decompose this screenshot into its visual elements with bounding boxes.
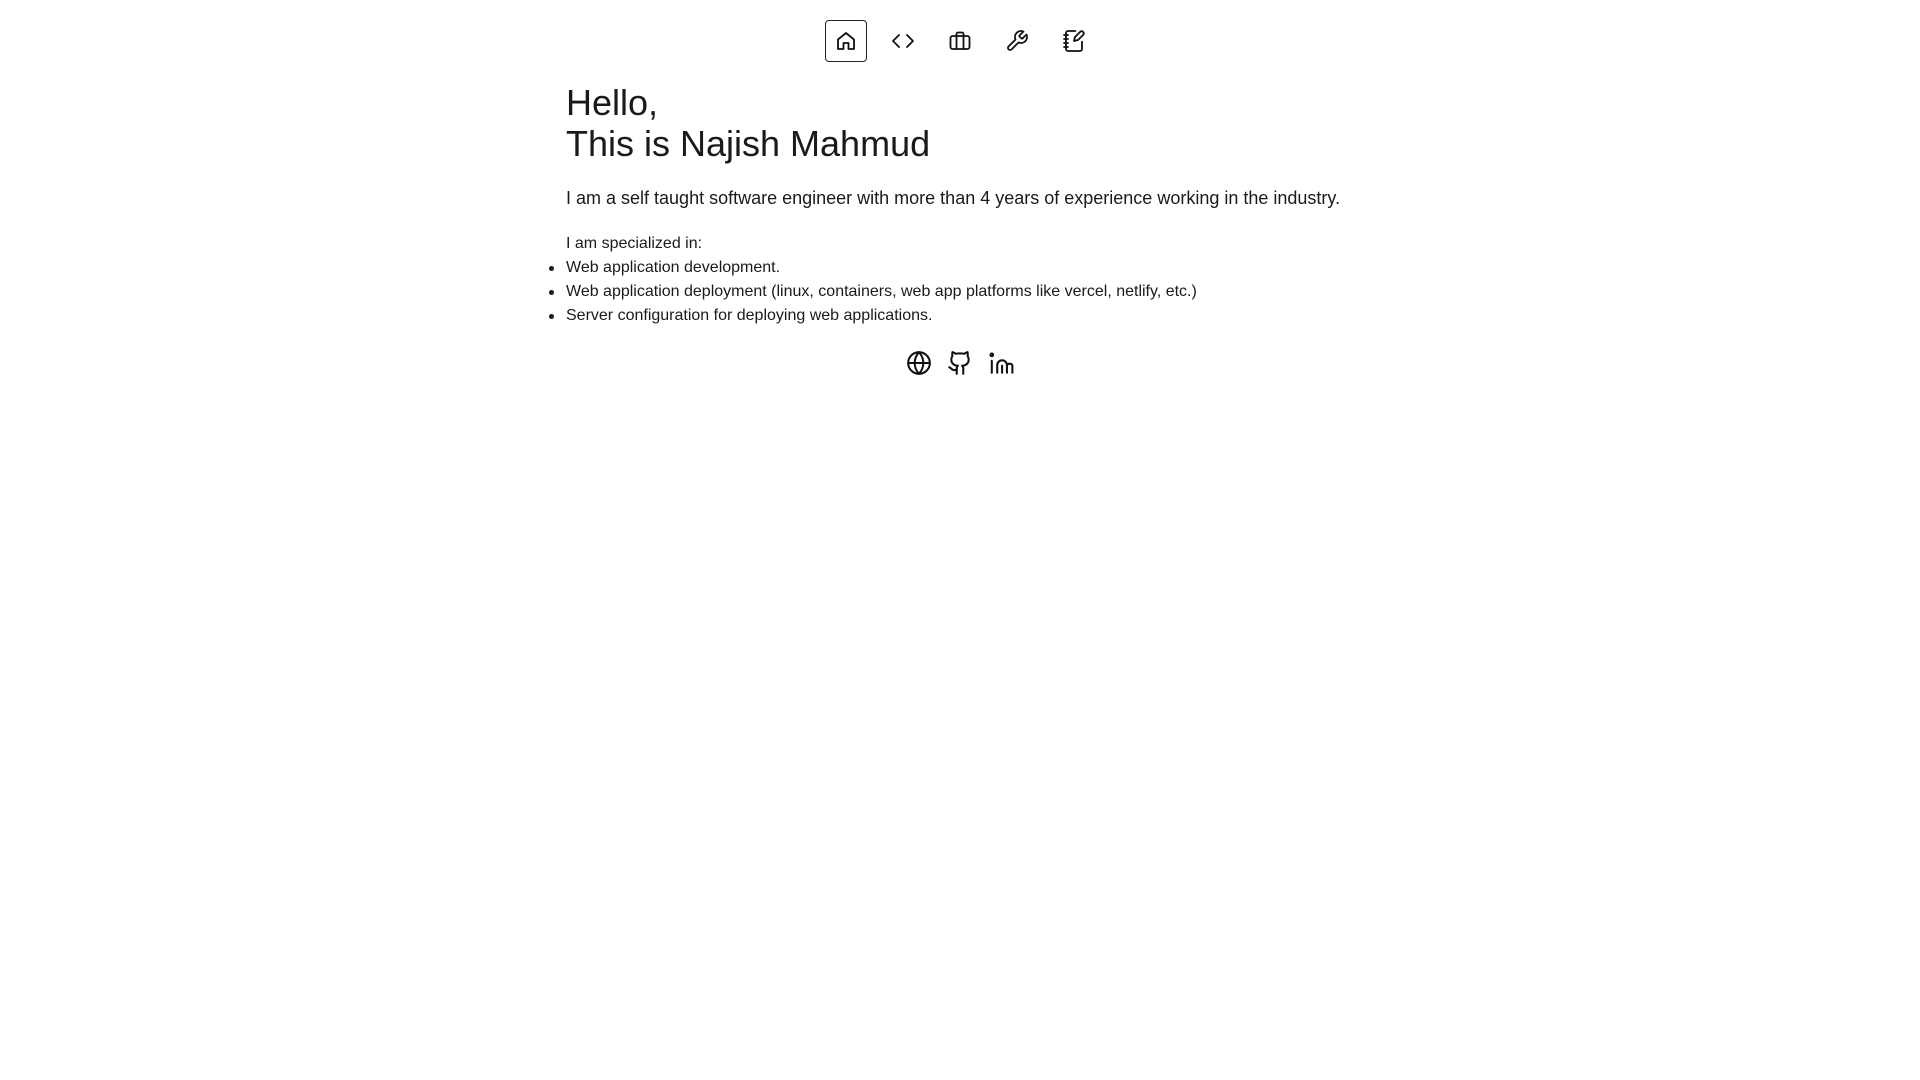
list-item: Web application development. xyxy=(566,256,1366,280)
list-item: Web application deployment (linux, containers, web app platforms like vercel, netlify, etc.) xyxy=(566,280,1366,304)
nav-tools-button[interactable] xyxy=(996,20,1038,62)
hero-heading xyxy=(566,82,1366,164)
github-link[interactable] xyxy=(947,349,974,376)
main-content xyxy=(566,82,1366,328)
wrench-icon xyxy=(1005,29,1029,53)
specialties-label: I am specialized in: xyxy=(566,235,703,252)
globe-icon xyxy=(906,350,932,376)
list-item: Server configuration for deploying web applications. xyxy=(566,304,1366,328)
social-links xyxy=(0,349,1920,376)
specialties-list xyxy=(566,256,1366,328)
github-icon xyxy=(947,350,973,376)
linkedin-link[interactable] xyxy=(988,349,1015,376)
briefcase-icon xyxy=(948,29,972,53)
nav-blog-button[interactable] xyxy=(1053,20,1095,62)
home-icon xyxy=(834,29,858,53)
nav-home-button[interactable] xyxy=(825,20,867,62)
linkedin-icon xyxy=(988,350,1014,376)
notebook-pen-icon xyxy=(1062,29,1086,53)
nav-experience-button[interactable] xyxy=(939,20,981,62)
nav-projects-button[interactable] xyxy=(882,20,924,62)
website-link[interactable] xyxy=(906,349,933,376)
code-icon xyxy=(891,29,915,53)
intro-text: I am a self taught software engineer with more than 4 years of experience working in the industry. xyxy=(566,188,1341,208)
hero-line-2: This is Najish Mahmud xyxy=(566,123,931,164)
hero-line-1: Hello, xyxy=(566,82,659,123)
top-nav xyxy=(0,20,1920,62)
